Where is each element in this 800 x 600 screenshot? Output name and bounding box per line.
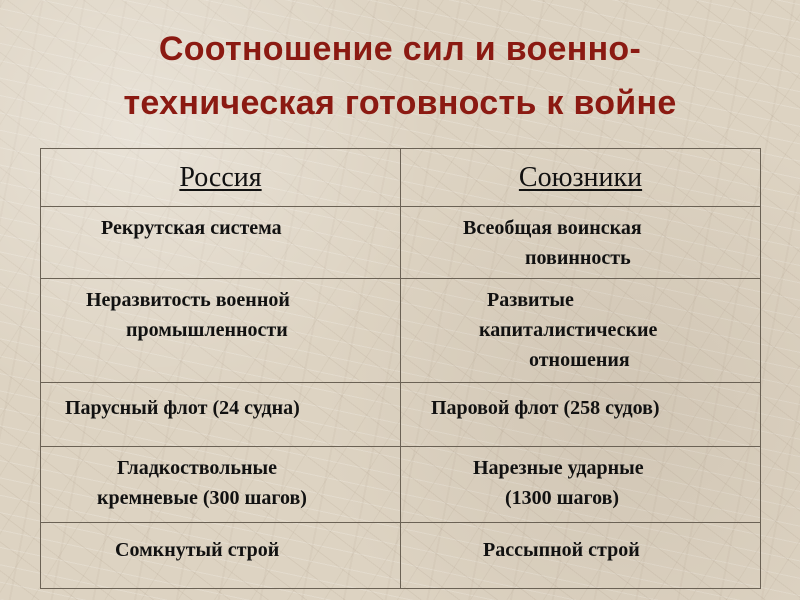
table-cell-allies (401, 383, 761, 447)
cell-text: Парусный флот (24 судна) (65, 397, 300, 419)
slide-title-line-2: техническая готовность к войне (123, 84, 677, 122)
table-cell-allies (401, 447, 761, 523)
table-cell-russia (41, 523, 401, 589)
header-russia: Россия (41, 149, 401, 207)
table-cell-russia (41, 207, 401, 279)
cell-text: Всеобщая воинская (463, 217, 642, 239)
table-row (41, 207, 761, 279)
cell-text: (1300 шагов) (505, 487, 620, 509)
cell-text: капиталистические (479, 319, 658, 341)
table-cell-allies (401, 207, 761, 279)
table-cell-russia (41, 279, 401, 383)
cell-text: промышленности (126, 319, 288, 341)
table-row (41, 447, 761, 523)
table-row (41, 383, 761, 447)
table-header-row (41, 149, 761, 207)
cell-text: Паровой флот (258 судов) (431, 397, 660, 419)
slide-title (0, 22, 800, 130)
cell-text: Рекрутская система (101, 217, 282, 239)
cell-text: Гладкоствольные (117, 457, 277, 479)
cell-text: Развитые (487, 289, 574, 311)
cell-text: Нарезные ударные (473, 457, 644, 479)
header-allies: Союзники (401, 149, 761, 207)
cell-text: повинность (525, 247, 631, 269)
cell-text: Сомкнутый строй (115, 539, 280, 561)
comparison-table (40, 148, 761, 589)
slide-title-line-1: Соотношение сил и военно- (158, 30, 642, 68)
table-cell-allies (401, 523, 761, 589)
cell-text: кремневые (300 шагов) (97, 487, 307, 509)
cell-text: Неразвитость военной (86, 289, 290, 311)
table-row (41, 523, 761, 589)
table-cell-russia (41, 447, 401, 523)
cell-text: Рассыпной строй (483, 539, 640, 561)
cell-text: отношения (529, 349, 630, 371)
table-cell-allies (401, 279, 761, 383)
table-row (41, 279, 761, 383)
table-cell-russia (41, 383, 401, 447)
